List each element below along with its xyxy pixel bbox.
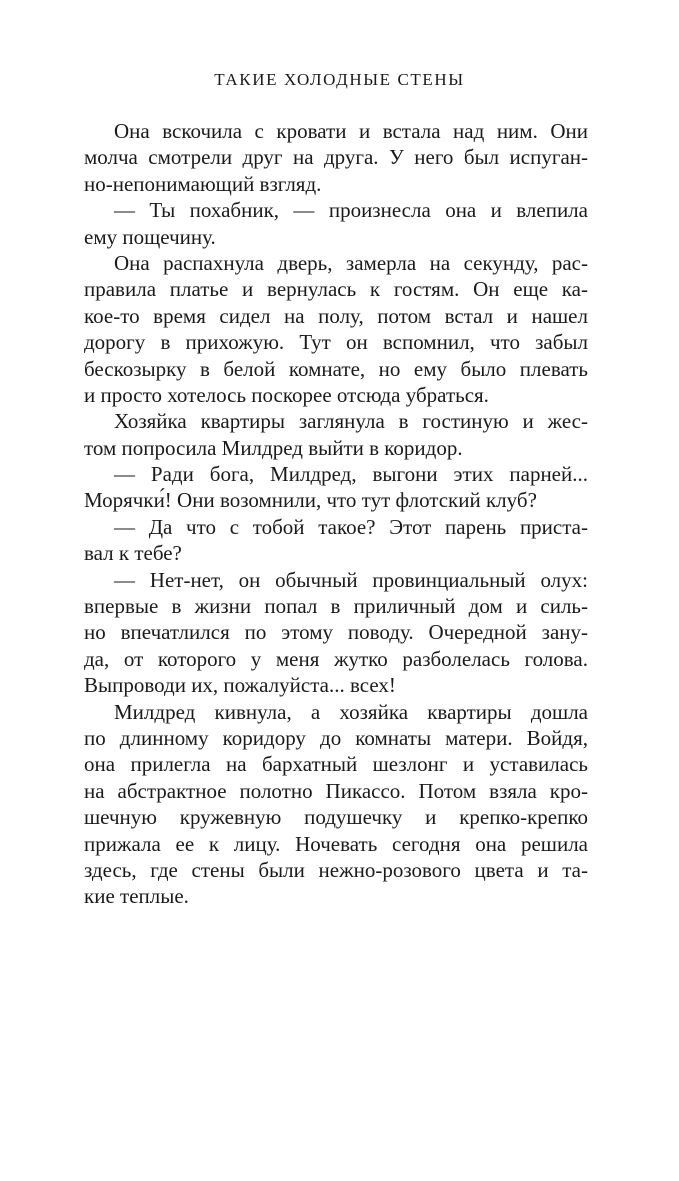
- text-line: на абстрактное полотно Пикассо. Потом взяла кро-: [84, 778, 588, 803]
- text-line: молча смотрели друг на друга. У него был испуган-: [84, 145, 588, 170]
- text-line: но впечатлился по этому поводу. Очередной зану-: [84, 620, 588, 645]
- text-line: Она вскочила с кровати и встала над ним. Они: [114, 119, 588, 143]
- text-line: дорогу в прихожую. Тут он вспомнил, что забыл: [84, 330, 588, 355]
- text-line: Она распахнула дверь, замерла на секунду, рас-: [114, 250, 588, 275]
- text-line: — Нет-нет, он обычный провинциальный олух:: [114, 567, 588, 592]
- text-line: кое-то время сидел на полу, потом встал и нашел: [84, 303, 588, 328]
- text-line: — Да что с тобой такое? Этот парень приста-: [114, 514, 588, 539]
- text-line: и просто хотелось поскорее отсюда убраться.: [84, 382, 489, 407]
- text-line: да, от которого у меня жутко разболелась голова.: [84, 646, 588, 671]
- text-line: впервые в жизни попал в приличный дом и силь-: [84, 594, 588, 619]
- running-head: ТАКИЕ ХОЛОДНЫЕ СТЕНЫ: [214, 70, 465, 89]
- text-line: по длинному коридору до комнаты матери. Войдя,: [84, 725, 588, 750]
- text-line: кие теплые.: [84, 884, 189, 909]
- text-line: но-непонимающий взгляд.: [84, 171, 322, 196]
- text-line: Морячки́! Они возомнили, что тут флотский клуб?: [84, 488, 537, 513]
- text-line: ему пощечину.: [84, 224, 216, 249]
- text-line: Хозяйка квартиры заглянула в гостиную и жес-: [114, 409, 588, 434]
- text-line: правила платье и вернулась к гостям. Он еще ка-: [84, 277, 588, 302]
- text-line: — Ты похабник, — произнесла она и влепила: [114, 198, 588, 223]
- text-line: — Ради бога, Милдред, выгони этих парней...: [114, 462, 588, 487]
- text-line: шечную кружевную подушечку и крепко-крепко: [84, 805, 588, 830]
- text-line: она прилегла на бархатный шезлонг и уставилась: [84, 752, 588, 777]
- body-text: [84, 118, 588, 910]
- text-line: Милдред кивнула, а хозяйка квартиры дошла: [114, 699, 588, 724]
- text-line: Выпроводи их, пожалуйста... всех!: [84, 673, 396, 698]
- text-line: том попросила Милдред выйти в коридор.: [84, 435, 463, 460]
- text-line: бескозырку в белой комнате, но ему было плевать: [84, 356, 588, 381]
- text-line: вал к тебе?: [84, 541, 182, 566]
- text-line: здесь, где стены были нежно-розового цвета и та-: [84, 857, 588, 882]
- text-line: прижала ее к лицу. Ночевать сегодня она решила: [84, 831, 588, 856]
